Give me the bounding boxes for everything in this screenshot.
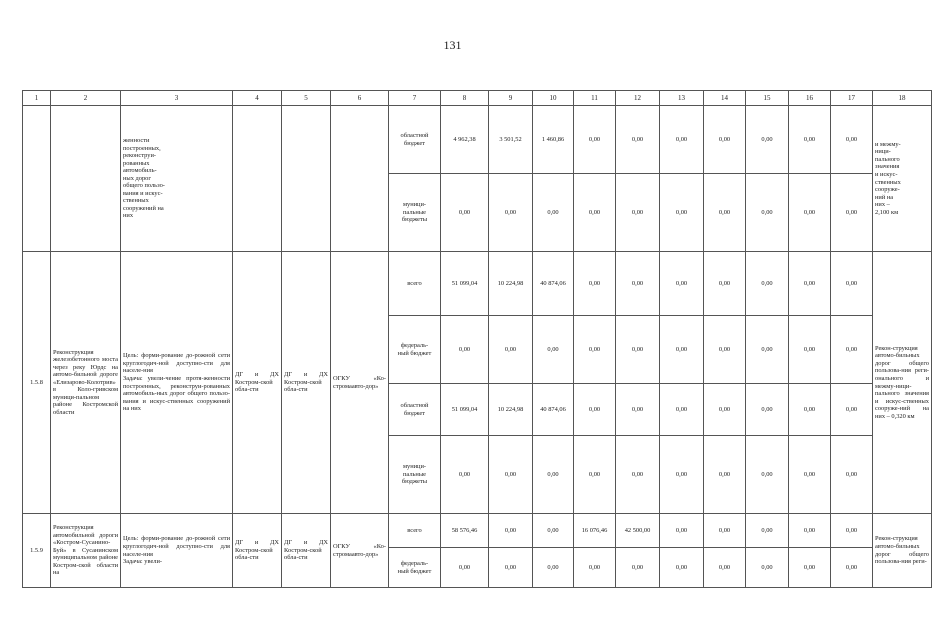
cont-row-1-value-8-text: 4 962,38 [453,135,476,143]
entry-contractor-text: ОГКУ «Ко-стромаавто-дор» [333,374,386,390]
entry-1-5-8-row-4-value-10-text: 0,00 [547,470,559,478]
entry-1-5-8-row-2-value-10-text: 0,00 [547,345,559,353]
entry-1-5-9-row-2-value-13 [660,548,704,588]
entry-1-5-9-row-2-value-10-text: 0,00 [547,563,559,571]
cont-name [51,106,121,252]
header-row [23,91,932,106]
entry-1-5-8-row-3-value-17-text: 0,00 [845,405,858,413]
entry-1-5-8-row-2-value-15 [746,316,789,384]
entry-1-5-8-row-1-value-14-text: 0,00 [718,279,731,287]
entry-1-5-8-row-3-value-13 [660,384,704,436]
entry-result-text: Рекон-струкция автомо-бильных дорог общего пользова-ния реги-онального и межму-ници-пального значения и искус-ственных сооруже-ний на них – 0,320 км [875,344,929,420]
cont-num [23,106,51,252]
entry-1-5-8-row-2-value-14-text: 0,00 [718,345,731,353]
column-header-18-text: 18 [898,93,906,102]
entry-1-5-9-row-1-source [389,514,441,548]
column-header-9-text: 9 [508,93,513,102]
entry-1-5-8-row-1-value-15-text: 0,00 [761,279,773,287]
column-header-7 [389,91,441,106]
entry-1-5-8-row-1-source-text: всего [407,279,422,287]
entry-1-5-8-row-4-value-10 [533,436,574,514]
cont-row-2-value-11 [574,174,616,252]
entry-1-5-8-row-1-value-14 [704,252,746,316]
entry-1-5-8-row-4-value-15 [746,436,789,514]
column-header-8 [441,91,489,106]
cont-row-1-value-12 [616,106,660,174]
entry-1-5-8-row-3-value-14-text: 0,00 [718,405,731,413]
entry-1-5-9-row-1-value-15 [746,514,789,548]
cont-row-1-value-14-text: 0,00 [718,135,731,143]
entry-responsible [233,252,282,514]
entry-1-5-8-row-4-value-11-text: 0,00 [588,470,601,478]
column-header-9 [489,91,533,106]
entry-1-5-8-row-4-value-16-text: 0,00 [803,470,816,478]
entry-1-5-9-row-2-value-10 [533,548,574,588]
entry-responsible-text: ДГ и ДХ Костром-ской обла-сти [235,371,279,394]
entry-contractor [331,252,389,514]
entry-coexecutor [282,514,331,588]
entry-1-5-8-row-3-value-13-text: 0,00 [675,405,688,413]
cont-row-2-value-11-text: 0,00 [588,208,601,216]
entry-1-5-8-row-4-value-16 [789,436,831,514]
cont-row-1-source-text: областной бюджет [400,131,429,147]
entry-1-5-9-row-1-value-9-text: 0,00 [504,526,517,534]
cont-row-1-value-17 [831,106,873,174]
entry-1-5-9-row-2-value-14 [704,548,746,588]
entry-1-5-8-row-1-value-10 [533,252,574,316]
entry-1-5-8-row-4-value-8 [441,436,489,514]
cont-row-1-value-15 [746,106,789,174]
column-header-13-text: 13 [678,93,685,102]
program-table [22,90,932,588]
cont-row-1-value-11-text: 0,00 [588,135,601,143]
entry-1-5-8-row-3-value-10-text: 40 874,06 [540,405,566,413]
table-row [23,514,932,548]
entry-1-5-8-row-2-value-11-text: 0,00 [588,345,601,353]
entry-1-5-9-row-2-value-11-text: 0,00 [588,563,601,571]
cont-row-1-value-11 [574,106,616,174]
entry-1-5-8-row-1-value-15 [746,252,789,316]
cont-row-2-value-16 [789,174,831,252]
cont-row-2-value-13-text: 0,00 [675,208,688,216]
entry-1-5-9-row-1-value-12-text: 42 500,00 [624,526,651,534]
cont-row-2-value-10-text: 0,00 [547,208,559,216]
entry-goal [121,514,233,588]
column-header-6-text: 6 [357,93,362,102]
column-header-14-text: 14 [721,93,728,102]
column-header-12-text: 12 [634,93,641,102]
cont-goal [121,106,233,252]
column-header-12 [616,91,660,106]
column-header-2 [51,91,121,106]
entry-1-5-8-row-1-value-12-text: 0,00 [631,279,644,287]
entry-1-5-9-row-1-value-11 [574,514,616,548]
entry-1-5-9-row-2-value-16 [789,548,831,588]
entry-1-5-8-row-3-value-16-text: 0,00 [803,405,816,413]
entry-1-5-8-row-3-value-14 [704,384,746,436]
entry-1-5-9-row-1-value-15-text: 0,00 [761,526,773,534]
cont-c4 [233,106,282,252]
entry-1-5-8-row-1-value-17-text: 0,00 [845,279,858,287]
cont-row-2-source-text: муници- пальные бюджеты [401,201,428,224]
entry-1-5-9-row-2-value-12 [616,548,660,588]
entry-1-5-8-row-3-value-8-text: 51 099,04 [451,405,478,413]
entry-1-5-9-row-2-value-9 [489,548,533,588]
cont-row-1-value-15-text: 0,00 [761,135,773,143]
entry-1-5-8-row-4-value-15-text: 0,00 [761,470,773,478]
entry-1-5-8-row-2-value-17 [831,316,873,384]
column-header-1-text: 1 [34,93,39,102]
entry-1-5-9-row-2-value-14-text: 0,00 [718,563,731,571]
cont-row-1-value-16 [789,106,831,174]
cont-row-1-value-17-text: 0,00 [845,135,858,143]
entry-1-5-8-row-3-value-8 [441,384,489,436]
entry-name [51,514,121,588]
entry-1-5-8-row-3-value-15-text: 0,00 [761,405,773,413]
cont-c5 [282,106,331,252]
entry-1-5-8-row-3-value-10 [533,384,574,436]
cont-row-2-value-14 [704,174,746,252]
entry-1-5-8-row-1-value-16 [789,252,831,316]
entry-coexecutor [282,252,331,514]
entry-1-5-9-row-2-value-8 [441,548,489,588]
entry-1-5-8-row-3-value-15 [746,384,789,436]
cont-row-1-value-12-text: 0,00 [631,135,644,143]
entry-1-5-8-row-1-value-8 [441,252,489,316]
table-row [23,252,932,316]
entry-result [873,514,932,588]
cont-row-2-value-12-text: 0,00 [631,208,644,216]
entry-1-5-8-row-2-value-15-text: 0,00 [761,345,773,353]
entry-1-5-8-row-4-source [389,436,441,514]
entry-1-5-8-row-4-value-14-text: 0,00 [718,470,731,478]
entry-1-5-8-row-4-value-13 [660,436,704,514]
entry-1-5-9-row-1-value-9 [489,514,533,548]
cont-row-2-value-17-text: 0,00 [845,208,858,216]
entry-1-5-8-row-3-value-11 [574,384,616,436]
entry-goal-text: Цель: форми-рование до-рожной сети круглогодич-ной доступно-сти для населе-ния Задача: увели- [123,535,230,566]
cont-row-2-value-13 [660,174,704,252]
table-row [23,106,932,174]
cont-row-2-value-16-text: 0,00 [803,208,816,216]
entry-number-text: 1.5.8 [30,378,43,386]
cont-goal-text: женности построенных, реконструи- рованных автомобиль- ных дорог общего пользо- вания и искус- ственных сооружений на них [123,136,165,220]
entry-1-5-9-row-1-source-text: всего [407,526,422,534]
cont-row-1-value-14 [704,106,746,174]
entry-1-5-9-row-1-value-14 [704,514,746,548]
cont-row-2-value-14-text: 0,00 [718,208,731,216]
entry-1-5-8-row-1-value-17 [831,252,873,316]
cont-row-1-value-16-text: 0,00 [803,135,816,143]
cont-row-1-source [389,106,441,174]
cont-row-2-value-17 [831,174,873,252]
column-header-15 [746,91,789,106]
entry-1-5-9-row-2-value-11 [574,548,616,588]
entry-1-5-8-row-3-value-11-text: 0,00 [588,405,601,413]
entry-name-text: Реконструкция автомобильной дороги «Костром-Сусанино-Буй» в Сусанинском муниципальном районе Костром-ской области на [53,524,118,577]
column-header-18 [873,91,932,106]
entry-responsible [233,514,282,588]
entry-1-5-9-row-2-source-text: федераль- ный бюджет [397,559,432,575]
table-body [23,91,932,588]
cont-row-1-value-8 [441,106,489,174]
entry-goal-text: Цель: форми-рование до-рожной сети круглогодич-ной доступно-сти для населе-ния Задача: увели-чение протя-женности построенных, реконструи-рованных автомобиль-ных дорог общего пользо-вания и искус-ственных сооружений на них [123,352,230,413]
entry-result-text: Рекон-струкция автомо-бильных дорог общего пользова-ния реги- [875,535,929,566]
entry-1-5-9-row-2-value-13-text: 0,00 [675,563,688,571]
cont-row-2-value-15 [746,174,789,252]
entry-1-5-8-row-1-value-9-text: 10 224,98 [497,279,524,287]
column-header-11 [574,91,616,106]
column-header-10 [533,91,574,106]
entry-1-5-8-row-4-value-13-text: 0,00 [675,470,688,478]
entry-1-5-8-row-1-value-13 [660,252,704,316]
cont-row-1-value-9 [489,106,533,174]
entry-1-5-8-row-1-value-12 [616,252,660,316]
cont-row-1-value-10-text: 1 460,86 [541,135,565,143]
entry-1-5-8-row-1-value-9 [489,252,533,316]
entry-1-5-8-row-4-value-12-text: 0,00 [631,470,644,478]
entry-1-5-8-row-2-value-8-text: 0,00 [458,345,471,353]
entry-1-5-8-row-1-source [389,252,441,316]
entry-1-5-8-row-2-source-text: федераль- ный бюджет [397,341,432,357]
entry-1-5-8-row-1-value-16-text: 0,00 [803,279,816,287]
entry-1-5-8-row-3-value-12-text: 0,00 [631,405,644,413]
entry-1-5-8-row-4-value-9 [489,436,533,514]
entry-1-5-8-row-4-value-9-text: 0,00 [504,470,517,478]
entry-1-5-9-row-2-source [389,548,441,588]
entry-1-5-8-row-2-value-13-text: 0,00 [675,345,688,353]
cont-row-2-value-9 [489,174,533,252]
column-header-17 [831,91,873,106]
entry-1-5-8-row-2-value-12 [616,316,660,384]
entry-1-5-9-row-2-value-15-text: 0,00 [761,563,773,571]
entry-1-5-8-row-3-source [389,384,441,436]
entry-1-5-8-row-1-value-10-text: 40 874,06 [540,279,566,287]
column-header-7-text: 7 [412,93,417,102]
entry-1-5-9-row-1-value-13-text: 0,00 [675,526,688,534]
column-header-3 [121,91,233,106]
entry-result [873,252,932,514]
entry-responsible-text: ДГ и ДХ Костром-ской обла-сти [235,539,279,562]
entry-1-5-8-row-1-value-11-text: 0,00 [588,279,601,287]
cont-row-1-value-9-text: 3 501,52 [499,135,522,143]
entry-contractor-text: ОГКУ «Ко-стромаавто-дор» [333,542,386,558]
entry-1-5-8-row-2-value-12-text: 0,00 [631,345,644,353]
column-header-6 [331,91,389,106]
entry-1-5-8-row-3-value-17 [831,384,873,436]
entry-1-5-9-row-1-value-8 [441,514,489,548]
entry-1-5-8-row-2-value-11 [574,316,616,384]
entry-1-5-8-row-1-value-13-text: 0,00 [675,279,688,287]
entry-1-5-8-row-2-value-13 [660,316,704,384]
entry-number [23,514,51,588]
entry-1-5-9-row-1-value-16 [789,514,831,548]
entry-1-5-9-row-2-value-8-text: 0,00 [458,563,471,571]
entry-1-5-8-row-2-value-10 [533,316,574,384]
entry-1-5-9-row-1-value-10-text: 0,00 [547,526,559,534]
cont-row-1-value-13-text: 0,00 [675,135,688,143]
entry-1-5-8-row-3-value-12 [616,384,660,436]
entry-1-5-8-row-2-source [389,316,441,384]
entry-name-text: Реконструкция железобетонного моста через реку Юрдс на автомо-бильной дороге «Елизарово-Колотрив» в Коло-гривском муници-пальном районе Костромской области [53,348,118,416]
cont-row-2-source [389,174,441,252]
entry-1-5-8-row-4-value-17-text: 0,00 [845,470,858,478]
entry-1-5-9-row-1-value-10 [533,514,574,548]
entry-1-5-9-row-2-value-15 [746,548,789,588]
entry-1-5-9-row-2-value-17 [831,548,873,588]
entry-1-5-8-row-2-value-16-text: 0,00 [803,345,816,353]
column-header-4-text: 4 [255,93,259,102]
column-header-5 [282,91,331,106]
entry-coexecutor-text: ДГ и ДХ Костром-ской обла-сти [284,539,328,562]
column-header-3-text: 3 [174,93,179,102]
entry-1-5-9-row-2-value-17-text: 0,00 [845,563,858,571]
column-header-4 [233,91,282,106]
entry-1-5-8-row-2-value-17-text: 0,00 [845,345,858,353]
entry-1-5-9-row-1-value-17-text: 0,00 [845,526,858,534]
cont-row-1-value-10 [533,106,574,174]
entry-1-5-9-row-2-value-9-text: 0,00 [504,563,517,571]
entry-1-5-9-row-1-value-13 [660,514,704,548]
entry-1-5-8-row-2-value-8 [441,316,489,384]
entry-1-5-8-row-2-value-9-text: 0,00 [504,345,517,353]
entry-1-5-8-row-3-value-16 [789,384,831,436]
entry-1-5-8-row-4-source-text: муници- пальные бюджеты [401,463,428,486]
entry-coexecutor-text: ДГ и ДХ Костром-ской обла-сти [284,371,328,394]
column-header-14 [704,91,746,106]
entry-1-5-8-row-4-value-8-text: 0,00 [458,470,471,478]
entry-1-5-8-row-2-value-14 [704,316,746,384]
entry-1-5-8-row-4-value-12 [616,436,660,514]
page-number: 131 [443,38,462,52]
column-header-2-text: 2 [83,93,88,102]
entry-number [23,252,51,514]
column-header-13 [660,91,704,106]
column-header-16-text: 16 [806,93,813,102]
entry-1-5-9-row-1-value-14-text: 0,00 [718,526,731,534]
entry-1-5-9-row-1-value-12 [616,514,660,548]
column-header-17-text: 17 [848,93,855,102]
cont-row-2-value-10 [533,174,574,252]
entry-1-5-8-row-1-value-8-text: 51 099,04 [451,279,478,287]
cont-row-2-value-15-text: 0,00 [761,208,773,216]
cont-result-text: и межму- ници- пального значения и искус- ственных сооруже- ний на них – 2,100 км [875,140,901,216]
entry-1-5-8-row-3-value-9 [489,384,533,436]
cont-result [873,106,932,252]
cont-row-2-value-8 [441,174,489,252]
entry-1-5-9-row-2-value-12-text: 0,00 [631,563,644,571]
column-header-16 [789,91,831,106]
cont-row-2-value-9-text: 0,00 [504,208,517,216]
column-header-8-text: 8 [462,93,467,102]
entry-1-5-8-row-2-value-16 [789,316,831,384]
entry-1-5-8-row-4-value-11 [574,436,616,514]
entry-contractor [331,514,389,588]
entry-1-5-8-row-4-value-17 [831,436,873,514]
entry-1-5-9-row-1-value-16-text: 0,00 [803,526,816,534]
entry-1-5-9-row-2-value-16-text: 0,00 [803,563,816,571]
entry-1-5-9-row-1-value-17 [831,514,873,548]
entry-1-5-8-row-3-value-9-text: 10 224,98 [497,405,524,413]
entry-1-5-8-row-2-value-9 [489,316,533,384]
column-header-5-text: 5 [304,93,308,102]
entry-1-5-9-row-1-value-11-text: 16 076,46 [581,526,608,534]
column-header-1 [23,91,51,106]
column-header-15-text: 15 [763,93,771,102]
cont-row-2-value-8-text: 0,00 [458,208,471,216]
cont-row-1-value-13 [660,106,704,174]
cont-row-2-value-12 [616,174,660,252]
column-header-11-text: 11 [591,93,598,102]
column-header-10-text: 10 [549,93,557,102]
entry-1-5-9-row-1-value-8-text: 58 576,46 [451,526,478,534]
cont-c6 [331,106,389,252]
entry-goal [121,252,233,514]
entry-1-5-8-row-1-value-11 [574,252,616,316]
entry-1-5-8-row-4-value-14 [704,436,746,514]
entry-name [51,252,121,514]
entry-number-text: 1.5.9 [30,546,43,554]
entry-1-5-8-row-3-source-text: областной бюджет [400,401,429,417]
